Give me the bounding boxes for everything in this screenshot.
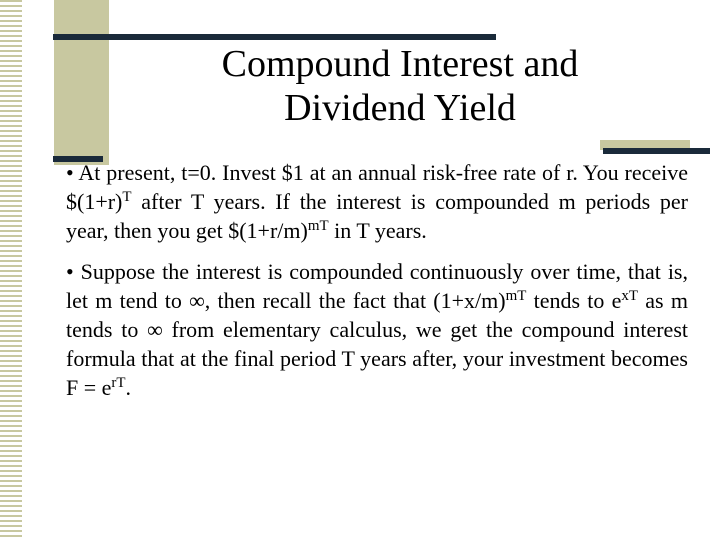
slide-title <box>120 42 680 130</box>
title-line-2: Dividend Yield <box>284 87 516 129</box>
p1-text-b: after T years. If the interest is compounded m periods per year, then you get $(1+r/m) <box>66 189 688 243</box>
p2-text-d: . <box>125 375 132 400</box>
p2-text-c: as m tends to ∞ from elementary calculus, we get the compound interest formula that at the final period T years after, your investment becomes F = e <box>66 288 688 400</box>
p2-text-b: tends to e <box>526 288 622 313</box>
slide-body <box>66 158 688 414</box>
p1-text-c: in T years. <box>328 218 427 243</box>
p2-text-a: • Suppose the interest is compounded continuously over time, that is, let m tend to ∞, then recall the fact that (1+x/m) <box>66 259 688 313</box>
p1-text-a: • At present, t=0. Invest $1 at an annual risk-free rate of r. You receive $(1+r) <box>66 160 688 214</box>
decorative-block <box>54 0 109 165</box>
p1-sup-b: mT <box>307 217 329 234</box>
p1-sup-a: T <box>122 188 132 205</box>
p2-sup-b: xT <box>621 287 639 304</box>
decorative-stripes <box>0 0 22 540</box>
bullet-paragraph-2 <box>66 257 688 402</box>
title-rule <box>53 34 496 40</box>
divider-rule-right <box>603 148 710 154</box>
p2-sup-a: mT <box>505 287 527 304</box>
title-line-1: Compound Interest and <box>221 43 579 85</box>
p2-sup-c: rT <box>111 374 126 391</box>
bullet-paragraph-1 <box>66 158 688 245</box>
